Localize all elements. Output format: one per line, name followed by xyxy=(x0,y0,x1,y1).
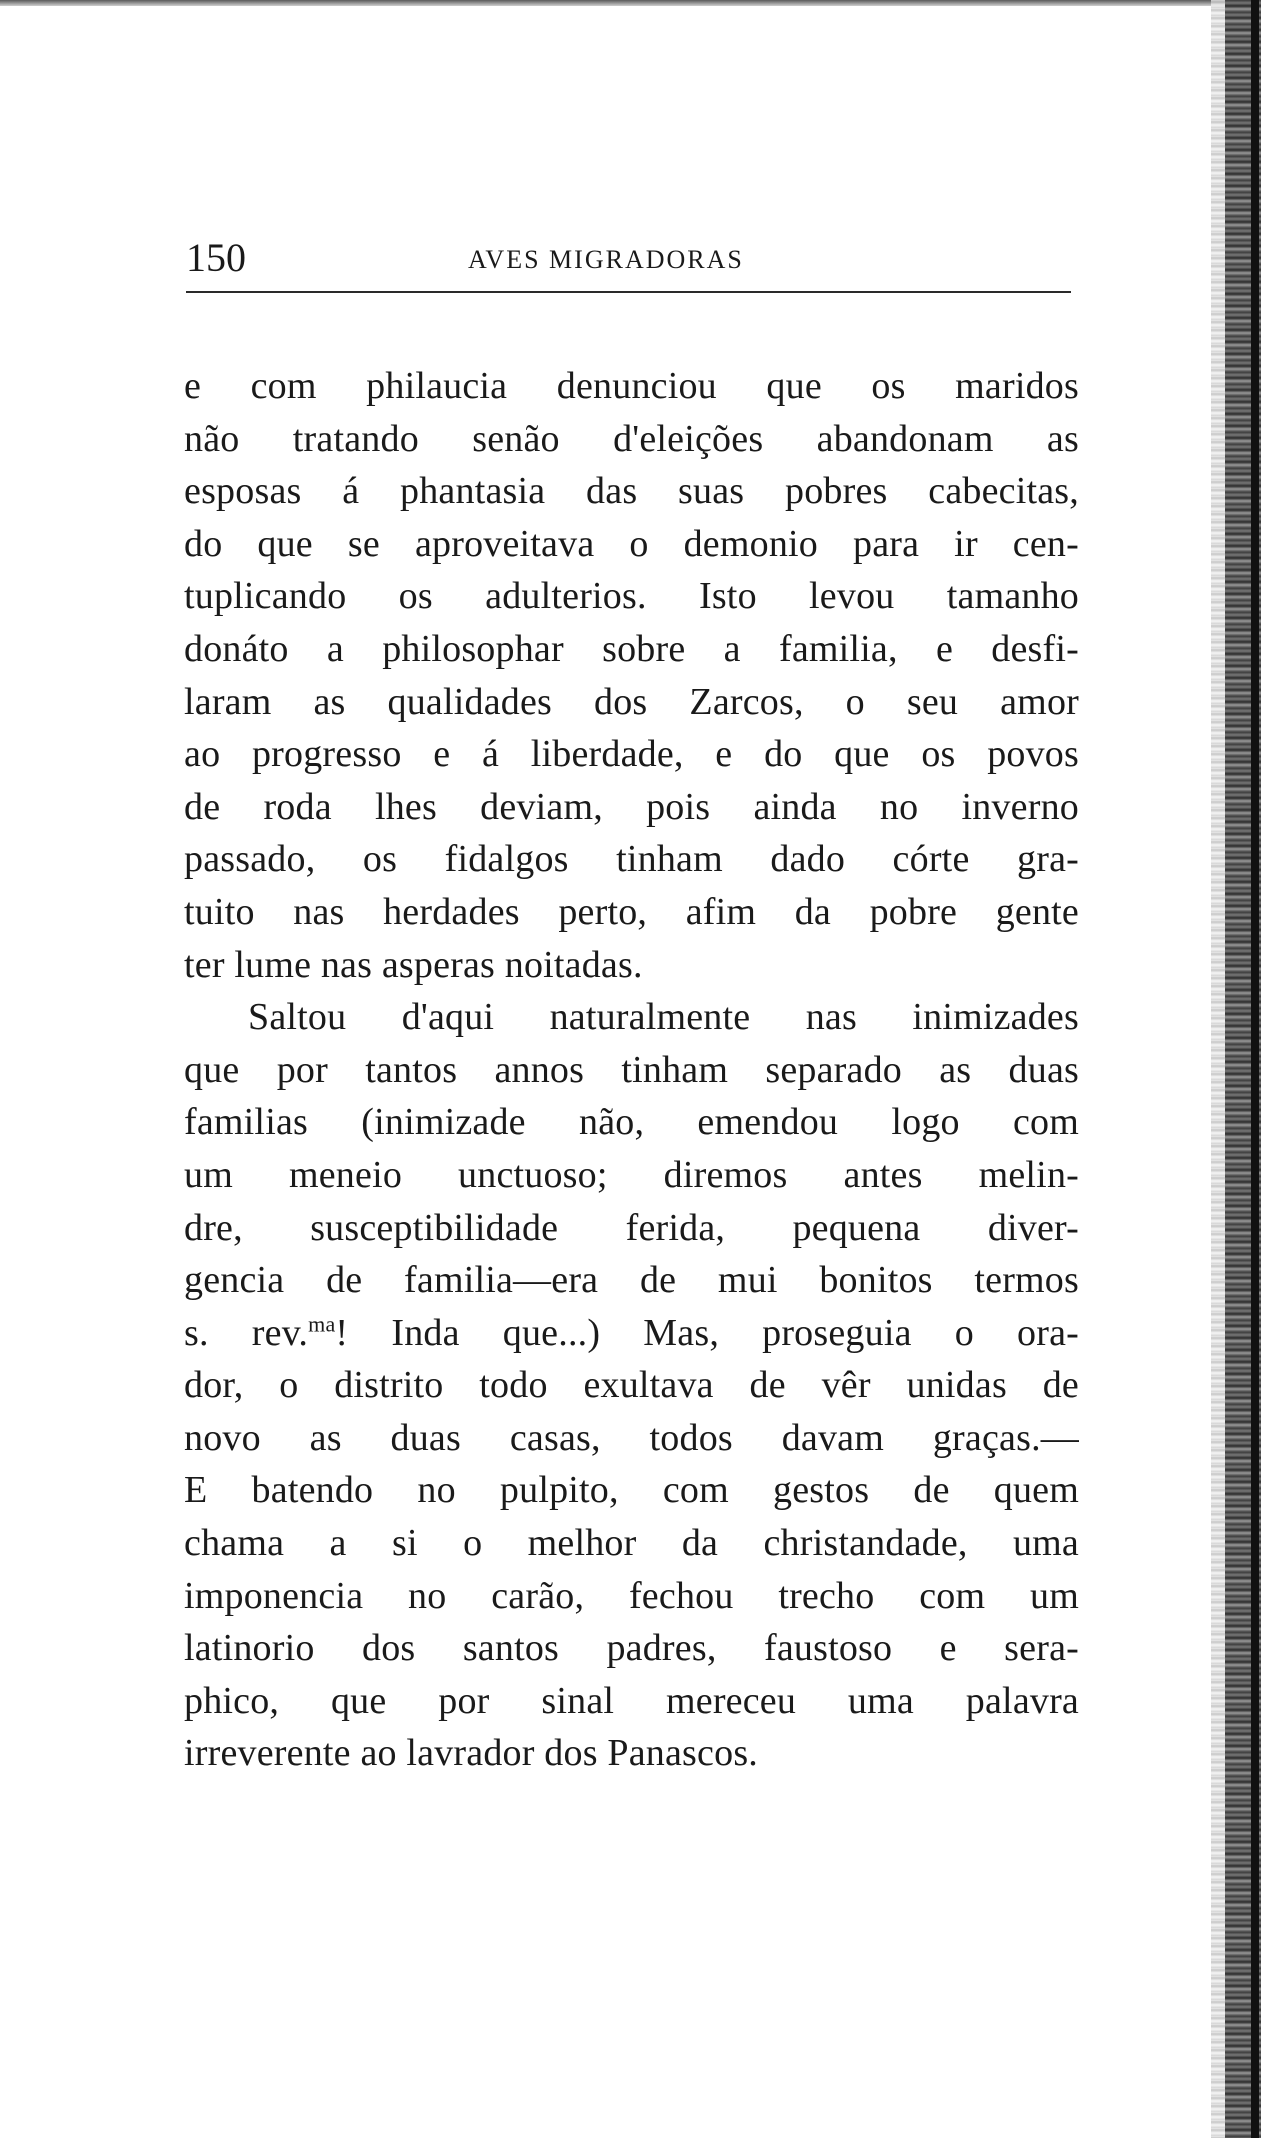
text-line: tuplicando os adulterios. Isto levou tamanho xyxy=(184,575,1079,618)
text-line: familias (inimizade não, emendou logo com xyxy=(184,1101,1079,1144)
header-rule xyxy=(186,291,1071,293)
text-line: imponencia no carão, fechou trecho com um xyxy=(184,1574,1079,1617)
text-line: donáto a philosophar sobre a familia, e desfi- xyxy=(184,627,1079,670)
text-line: E batendo no pulpito, com gestos de quem xyxy=(184,1469,1079,1512)
text-line: dor, o distrito todo exultava de vêr unidas de xyxy=(184,1364,1079,1407)
text-line: ao progresso e á liberdade, e do que os povos xyxy=(184,733,1079,776)
body-text xyxy=(184,360,1079,1780)
text-line: phico, que por sinal mereceu uma palavra xyxy=(184,1679,1079,1722)
text-line: que por tantos annos tinham separado as duas xyxy=(184,1048,1079,1091)
text-line: irreverente ao lavrador dos Panascos. xyxy=(184,1732,759,1775)
text-line: novo as duas casas, todos davam graças.— xyxy=(184,1416,1079,1459)
text-line: laram as qualidades dos Zarcos, o seu amor xyxy=(184,680,1079,723)
book-spine-edge xyxy=(1225,0,1261,2138)
text-segment: ! Inda que...) Mas, proseguia o ora- xyxy=(335,1311,1079,1354)
text-line-with-superscript xyxy=(184,1307,1079,1360)
text-line: de roda lhes deviam, pois ainda no inverno xyxy=(184,785,1079,828)
text-line: chama a si o melhor da christandade, uma xyxy=(184,1522,1079,1565)
text-line: passado, os fidalgos tinham dado córte gra- xyxy=(184,838,1079,881)
text-line: gencia de familia—era de mui bonitos termos xyxy=(184,1259,1079,1302)
text-line: dre, susceptibilidade ferida, pequena diver- xyxy=(184,1206,1079,1249)
paragraph-2 xyxy=(184,991,1079,1780)
text-line: não tratando senão d'eleições abandonam as xyxy=(184,417,1079,460)
page-top-edge xyxy=(0,0,1230,6)
text-line: latinorio dos santos padres, faustoso e sera- xyxy=(184,1627,1079,1670)
text-line: do que se aproveitava o demonio para ir cen- xyxy=(184,522,1079,565)
running-title: AVES MIGRADORAS xyxy=(468,245,744,274)
text-line: esposas á phantasia das suas pobres cabecitas, xyxy=(184,470,1079,513)
page-number: 150 xyxy=(186,235,246,280)
text-line: tuito nas herdades perto, afim da pobre gente xyxy=(184,890,1079,933)
text-line: um meneio unctuoso; diremos antes melin- xyxy=(184,1153,1079,1196)
superscript: ma xyxy=(308,1311,336,1337)
page-header xyxy=(186,232,1071,288)
text-line: ter lume nas asperas noitadas. xyxy=(184,943,643,986)
text-line: Saltou d'aqui naturalmente nas inimizades xyxy=(248,996,1079,1039)
paragraph-1 xyxy=(184,360,1079,991)
text-line: e com philaucia denunciou que os maridos xyxy=(184,365,1079,407)
text-segment: s. rev. xyxy=(184,1311,309,1354)
